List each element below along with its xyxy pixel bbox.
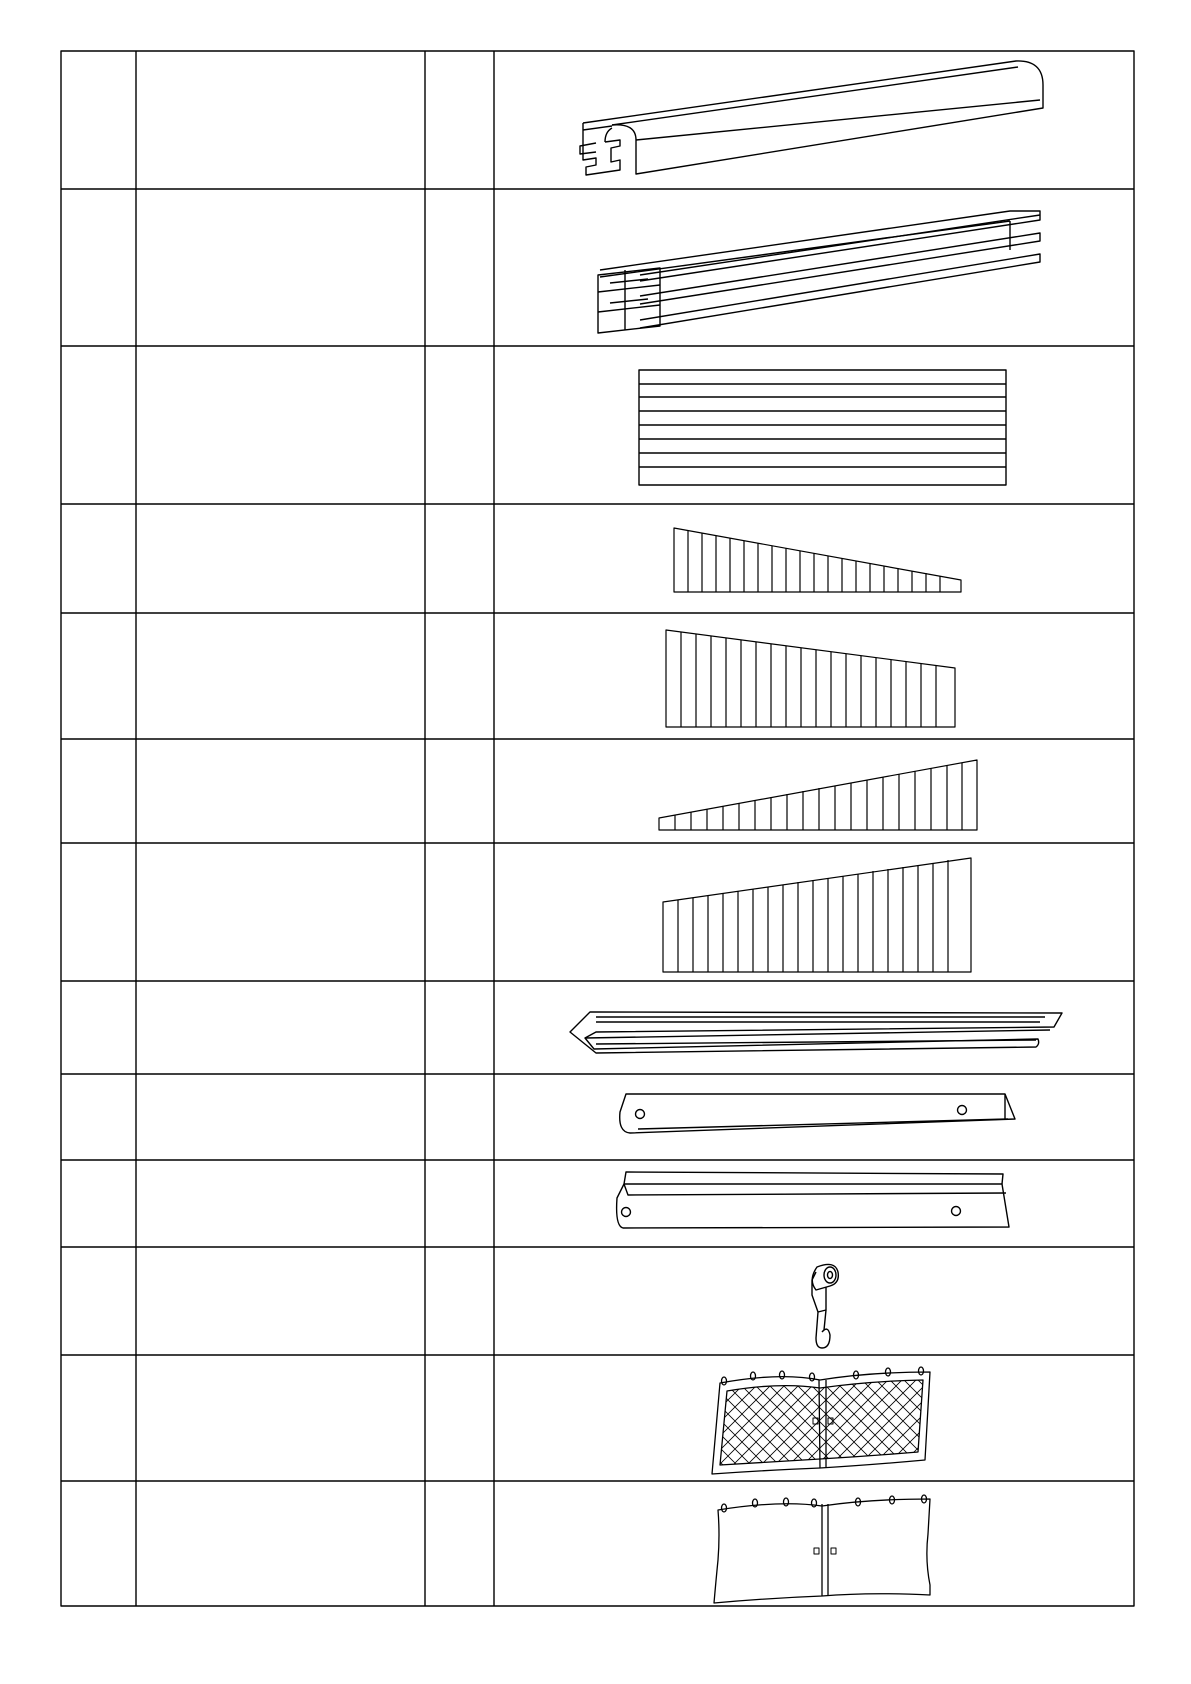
tapered-panel-small-left-illustration — [674, 528, 961, 592]
gutter-rail-illustration — [570, 1012, 1062, 1053]
corner-profile-illustration — [580, 61, 1043, 175]
tapered-panel-large-left-illustration — [666, 630, 955, 727]
angle-bracket-left-illustration — [620, 1094, 1015, 1133]
triple-channel-profile-illustration — [598, 211, 1040, 333]
mesh-curtain-illustration — [712, 1367, 930, 1474]
tapered-panel-small-right-illustration — [659, 760, 977, 830]
tapered-panel-large-right-illustration — [663, 858, 971, 972]
rectangular-panel-illustration — [639, 370, 1006, 485]
solid-curtain-illustration — [714, 1495, 930, 1603]
angle-bracket-right-illustration — [617, 1172, 1009, 1228]
curtain-hook-illustration — [812, 1264, 838, 1348]
